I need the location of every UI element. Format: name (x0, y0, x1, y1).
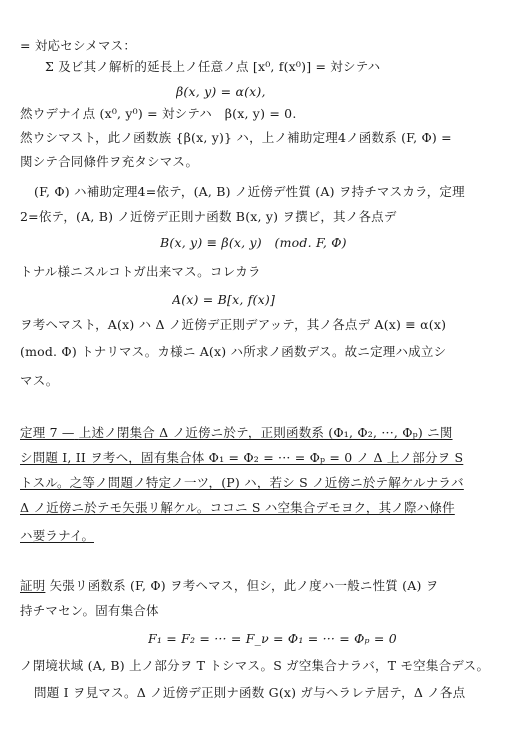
text-line-6: (F, Φ) ハ補助定理4=依テ，(A, B) ノ近傍デ性質 (A) ヲ持チマスカラ，定理 (34, 184, 465, 199)
text-line-8: トナル様ニスルコトガ出来マス。コレカラ (20, 264, 261, 279)
text-line-1: = 対応セシメマス： (20, 38, 137, 53)
proof-first-line (20, 577, 500, 595)
theorem-line-2: シ問題 I, II ヲ考ヘ，固有集合体 Φ₁ = Φ₂ = ··· = Φₚ = 0 ノ Δ 上ノ部分ヲ S (20, 450, 464, 465)
text-line-4: 然ウシマスト，此ノ函数族 {β(x, y)} ハ，上ノ補助定理4ノ函数系 (F, Φ) = (20, 130, 452, 145)
theorem-text-1: 上述ノ閉集合 Δ ノ近傍ニ於テ，正則函数系 (Φ₁, Φ₂, ···, Φₚ) ニ関 (78, 425, 453, 440)
proof-line-2: 持チマセン。固有集合体 (20, 603, 159, 618)
theorem-line-4: Δ ノ近傍ニ於テモ矢張リ解ケル。ココニ S ハ空集合デモヨク，其ノ際ハ條件 (20, 500, 455, 515)
theorem-line-3: トスル。之等ノ問題ノ特定ノ一ツ，(P) ハ，若シ S ノ近傍ニ於テ解ケルナラバ (20, 475, 464, 490)
text-line-10: (mod. Φ) トナリマス。カ様ニ A(x) ハ所求ノ函数デス。故ニ定理ハ成立シ (20, 344, 447, 359)
theorem-label: 定理 7 — (20, 425, 75, 440)
text-line-2: Σ 及ビ其ノ解析的延長上ノ任意ノ点 [x⁰, f(x⁰)] = 対シテハ (45, 59, 381, 74)
equation-4: F₁ = F₂ = ··· = F_ν = Φ₁ = ··· = Φₚ = 0 (148, 631, 397, 646)
proof-text-1: 矢張リ函数系 (F, Φ) ヲ考ヘマス，但シ，此ノ度ハ一般ニ性質 (A) ヲ (49, 578, 439, 593)
text-line-5: 関シテ合同條件ヲ充タシマス。 (20, 154, 199, 169)
equation-2: B(x, y) ≡ β(x, y) (mod. F, Φ) (160, 235, 347, 250)
text-line-11: マス。 (20, 373, 59, 388)
proof-line-3: ノ閉境状域 (A, B) 上ノ部分ヲ T トシマス。S ガ空集合ナラバ，T モ空集合デス。 (20, 658, 490, 673)
text-line-3: 然ウデナイ点 (x⁰, y⁰) = 対シテハ β(x, y) = 0. (20, 106, 297, 121)
text-line-9: ヲ考ヘマスト，A(x) ハ Δ ノ近傍デ正則デアッテ，其ノ各点デ A(x) ≡ α(x) (20, 317, 447, 332)
theorem-line-5: ハ要ラナイ。 (20, 528, 95, 543)
equation-1: β(x, y) = α(x), (176, 84, 266, 99)
equation-3: A(x) = B[x, f(x)] (172, 292, 276, 307)
proof-label: 証明 (20, 578, 46, 593)
proof-line-4: 問題 I ヲ見マス。Δ ノ近傍デ正則ナ函数 G(x) ガ与ヘラレテ居テ，Δ ノ各点 (34, 685, 466, 700)
text-line-7: 2=依テ，(A, B) ノ近傍デ正則ナ函数 B(x, y) ヲ撰ビ，其ノ各点デ (20, 209, 397, 224)
theorem-7-first-line (20, 424, 496, 442)
